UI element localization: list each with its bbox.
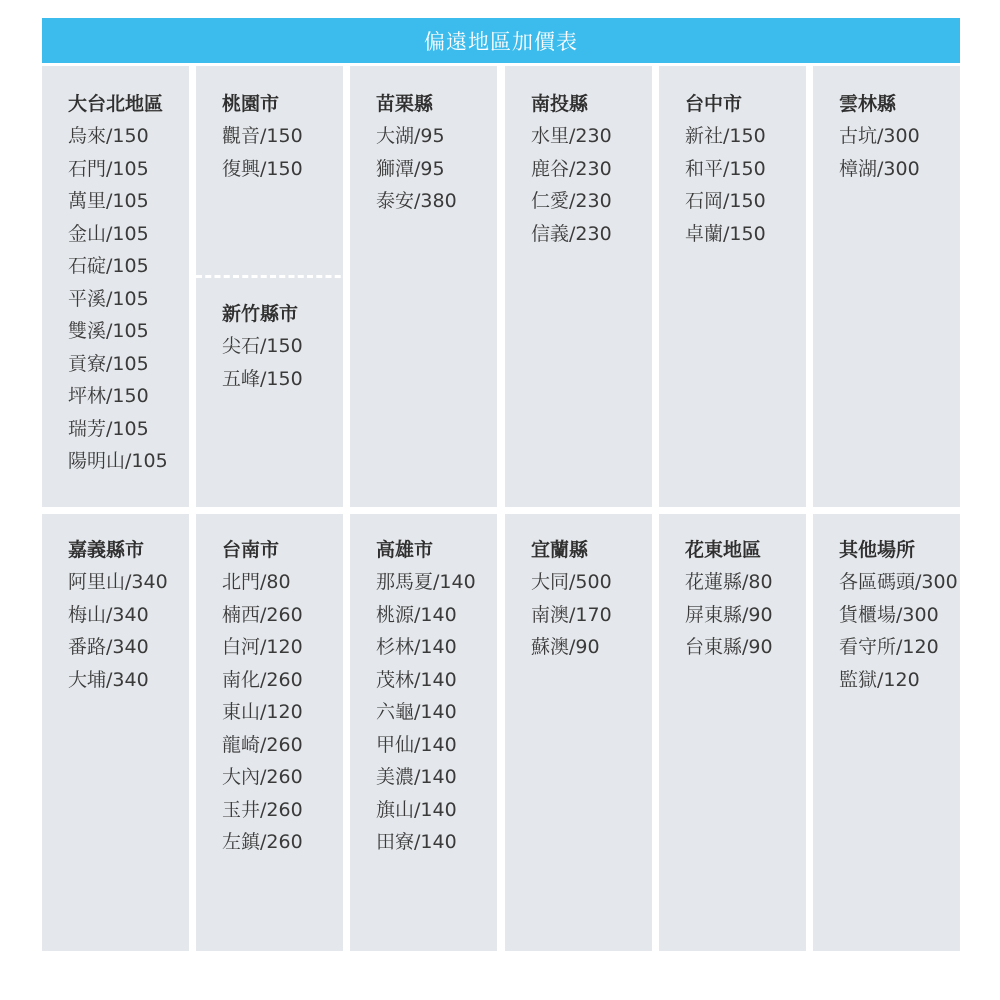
region-column-taoyuan bbox=[196, 66, 343, 507]
region-name: 其他場所 bbox=[839, 539, 916, 561]
list-item: 五峰/150 bbox=[222, 367, 303, 390]
list-item: 石岡/150 bbox=[685, 190, 766, 212]
list-item: 觀音/150 bbox=[222, 125, 303, 147]
list-item: 獅潭/95 bbox=[376, 157, 445, 180]
region-column-yilan bbox=[505, 514, 652, 951]
list-item: 白河/120 bbox=[222, 636, 303, 658]
region-column-yunlin bbox=[813, 66, 960, 507]
region-name: 台中市 bbox=[685, 93, 743, 115]
list-item: 大同/500 bbox=[531, 571, 612, 593]
region-name: 台南市 bbox=[222, 539, 280, 561]
list-item: 瑞芳/105 bbox=[68, 417, 149, 440]
list-item: 復興/150 bbox=[222, 157, 303, 180]
list-item: 龍崎/260 bbox=[222, 733, 303, 756]
list-item: 茂林/140 bbox=[376, 668, 457, 691]
region-name: 桃園市 bbox=[222, 93, 280, 115]
list-item: 古坑/300 bbox=[839, 125, 920, 147]
list-item: 大埔/340 bbox=[68, 668, 149, 691]
dashed-divider bbox=[196, 275, 350, 278]
sub-region-hsinchu bbox=[222, 298, 303, 395]
region-column-taichung bbox=[659, 66, 806, 507]
region-name: 嘉義縣市 bbox=[68, 539, 145, 561]
list-item: 左鎮/260 bbox=[222, 831, 303, 853]
list-item: 烏來/150 bbox=[68, 125, 149, 147]
list-item: 北門/80 bbox=[222, 571, 291, 593]
list-item: 旗山/140 bbox=[376, 798, 457, 821]
region-column-nantou bbox=[505, 66, 652, 507]
list-item: 甲仙/140 bbox=[376, 733, 457, 756]
list-item: 花蓮縣/80 bbox=[685, 571, 773, 593]
region-name: 新竹縣市 bbox=[222, 303, 299, 325]
list-item: 尖石/150 bbox=[222, 335, 303, 357]
list-item: 看守所/120 bbox=[839, 636, 939, 658]
list-item: 各區碼頭/300 bbox=[839, 571, 958, 593]
list-item: 和平/150 bbox=[685, 157, 766, 180]
region-name: 雲林縣 bbox=[839, 93, 897, 115]
list-item: 屏東縣/90 bbox=[685, 603, 773, 626]
region-column-taipei bbox=[42, 66, 189, 507]
region-name: 高雄市 bbox=[376, 539, 434, 561]
list-item: 番路/340 bbox=[68, 636, 149, 658]
region-column-miaoli bbox=[350, 66, 497, 507]
table-title: 偏遠地區加價表 bbox=[42, 18, 960, 63]
region-column-kaohsiung bbox=[350, 514, 497, 951]
region-column-chiayi bbox=[42, 514, 189, 951]
region-name: 苗栗縣 bbox=[376, 93, 434, 115]
region-name: 花東地區 bbox=[685, 539, 762, 561]
region-column-huadong bbox=[659, 514, 806, 951]
list-item: 卓蘭/150 bbox=[685, 222, 766, 245]
list-item: 金山/105 bbox=[68, 222, 149, 245]
list-item: 水里/230 bbox=[531, 125, 612, 147]
list-item: 石碇/105 bbox=[68, 255, 149, 277]
region-name: 宜蘭縣 bbox=[531, 539, 589, 561]
region-name: 南投縣 bbox=[531, 93, 589, 115]
list-item: 東山/120 bbox=[222, 701, 303, 723]
list-item: 蘇澳/90 bbox=[531, 636, 600, 658]
list-item: 信義/230 bbox=[531, 222, 612, 245]
list-item: 台東縣/90 bbox=[685, 636, 773, 658]
list-item: 田寮/140 bbox=[376, 831, 457, 853]
region-name: 大台北地區 bbox=[68, 93, 164, 115]
list-item: 貨櫃場/300 bbox=[839, 603, 939, 626]
list-item: 監獄/120 bbox=[839, 668, 920, 691]
list-item: 樟湖/300 bbox=[839, 157, 920, 180]
list-item: 阿里山/340 bbox=[68, 571, 168, 593]
list-item: 坪林/150 bbox=[68, 385, 149, 407]
list-item: 雙溪/105 bbox=[68, 320, 149, 342]
list-item: 石門/105 bbox=[68, 157, 149, 180]
list-item: 楠西/260 bbox=[222, 603, 303, 626]
list-item: 萬里/105 bbox=[68, 190, 149, 212]
list-item: 大內/260 bbox=[222, 766, 303, 788]
list-item: 南化/260 bbox=[222, 668, 303, 691]
region-column-other bbox=[813, 514, 960, 951]
list-item: 平溪/105 bbox=[68, 287, 149, 310]
list-item: 桃源/140 bbox=[376, 603, 457, 626]
list-item: 鹿谷/230 bbox=[531, 157, 612, 180]
list-item: 大湖/95 bbox=[376, 125, 445, 147]
list-item: 美濃/140 bbox=[376, 766, 457, 788]
list-item: 新社/150 bbox=[685, 125, 766, 147]
region-column-tainan bbox=[196, 514, 343, 951]
list-item: 仁愛/230 bbox=[531, 190, 612, 212]
list-item: 玉井/260 bbox=[222, 798, 303, 821]
list-item: 梅山/340 bbox=[68, 603, 149, 626]
list-item: 陽明山/105 bbox=[68, 450, 168, 472]
list-item: 泰安/380 bbox=[376, 190, 457, 212]
list-item: 杉林/140 bbox=[376, 636, 457, 658]
list-item: 南澳/170 bbox=[531, 603, 612, 626]
list-item: 那馬夏/140 bbox=[376, 571, 476, 593]
list-item: 貢寮/105 bbox=[68, 352, 149, 375]
list-item: 六龜/140 bbox=[376, 701, 457, 723]
